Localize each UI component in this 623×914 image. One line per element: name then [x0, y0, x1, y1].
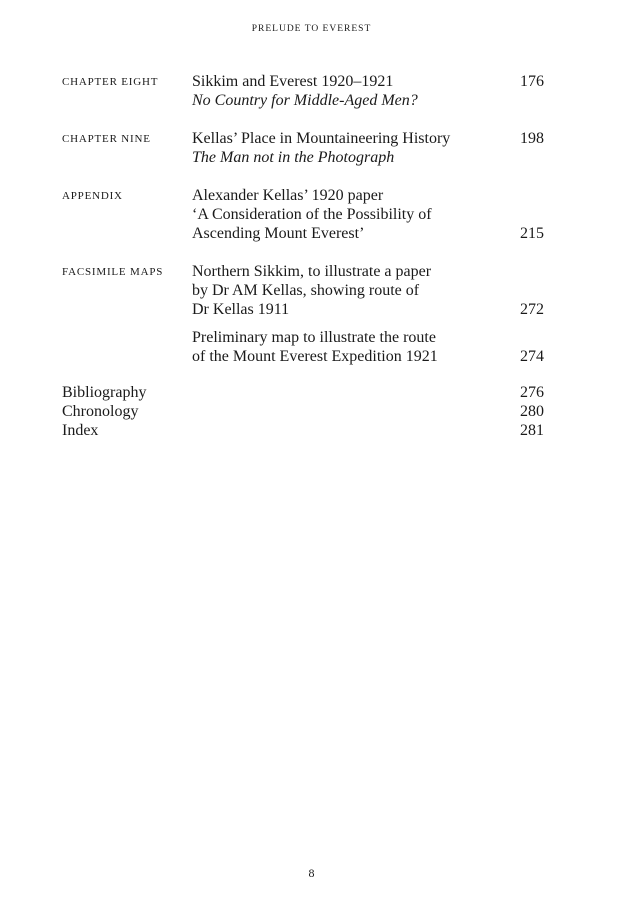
- toc-entry-preliminary-map[interactable]: [62, 328, 544, 374]
- back-matter-title: Index: [62, 422, 99, 439]
- back-matter-page: 276: [520, 384, 544, 401]
- toc-entry-page: 198: [520, 130, 544, 147]
- toc-entry-page: 215: [520, 225, 544, 242]
- toc-entry-chronology[interactable]: [62, 402, 544, 421]
- toc-entry-page: 176: [520, 73, 544, 90]
- toc-entry-page: 272: [520, 301, 544, 318]
- toc-entry-title: Kellas’ Place in Mountaineering History: [192, 130, 451, 147]
- toc-entry-label: CHAPTER EIGHT: [62, 76, 159, 88]
- toc-entry-bibliography[interactable]: [62, 383, 544, 402]
- table-of-contents: [62, 72, 544, 374]
- back-matter-page: 281: [520, 422, 544, 439]
- toc-entry-title-line: Preliminary map to illustrate the route: [192, 329, 436, 346]
- toc-entry-title-line: ‘A Consideration of the Possibility of: [192, 206, 432, 223]
- toc-entry-label: FACSIMILE MAPS: [62, 266, 164, 278]
- back-matter-title: Chronology: [62, 403, 139, 420]
- toc-entry-title-line: Northern Sikkim, to illustrate a paper: [192, 263, 432, 280]
- toc-entry-facsimile-maps[interactable]: [62, 262, 544, 328]
- toc-entry-title-line: Dr Kellas 1911: [192, 301, 290, 318]
- toc-entry-label: APPENDIX: [62, 190, 123, 202]
- back-matter-title: Bibliography: [62, 384, 147, 401]
- toc-entry-subtitle: No Country for Middle-Aged Men?: [192, 92, 418, 109]
- toc-entry-index[interactable]: [62, 421, 544, 440]
- toc-entry-title-line: Alexander Kellas’ 1920 paper: [192, 187, 384, 204]
- toc-entry-page: 274: [520, 348, 544, 365]
- toc-entry-subtitle: The Man not in the Photograph: [192, 149, 395, 166]
- toc-entry-chapter-nine[interactable]: [62, 129, 544, 186]
- toc-entry-label: CHAPTER NINE: [62, 133, 151, 145]
- toc-entry-title-line: of the Mount Everest Expedition 1921: [192, 348, 438, 365]
- page-number: 8: [308, 866, 315, 880]
- back-matter-page: 280: [520, 403, 544, 420]
- toc-entry-appendix[interactable]: [62, 186, 544, 262]
- back-matter-list: [62, 383, 544, 440]
- toc-entry-title-line: Ascending Mount Everest’: [192, 225, 365, 242]
- toc-entry-title-line: by Dr AM Kellas, showing route of: [192, 282, 420, 299]
- running-head: PRELUDE TO EVEREST: [251, 24, 372, 34]
- toc-entry-title: Sikkim and Everest 1920–1921: [192, 73, 394, 90]
- toc-entry-chapter-eight[interactable]: [62, 72, 544, 129]
